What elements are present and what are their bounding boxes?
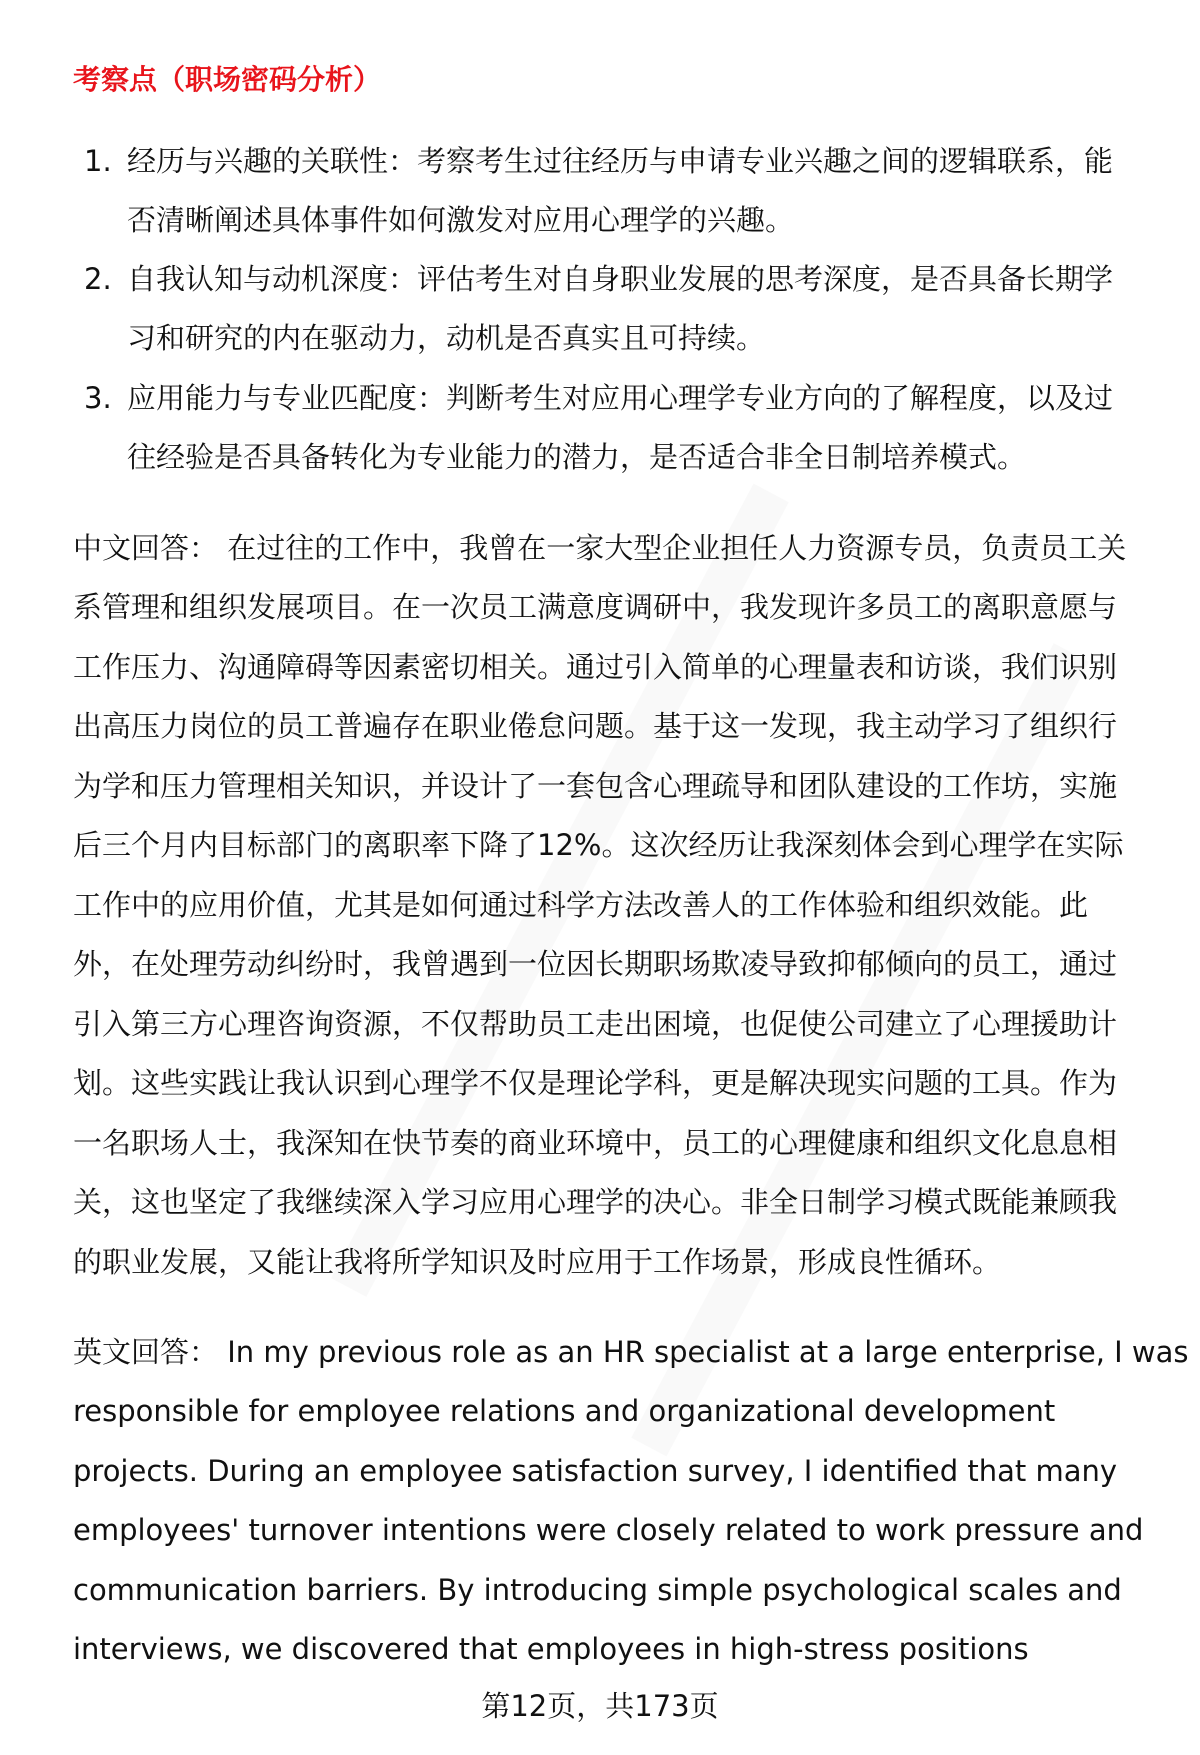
paragraph-line: 系管理和组织发展项目。在一次员工满意度调研中，我发现许多员工的离职意愿与 xyxy=(73,590,1118,624)
list-item-line: 经历与兴趣的关联性：考察考生过往经历与申请专业兴趣之间的逻辑联系，能 xyxy=(127,144,1114,178)
list-item-line: 习和研究的内在驱动力，动机是否真实且可持续。 xyxy=(127,321,766,355)
paragraph-line: projects. During an employee satisfaction survey, I identified that many xyxy=(73,1454,1118,1488)
paragraph-line: 英文回答： In my previous role as an HR specialist at a large enterprise, I was xyxy=(73,1335,1189,1369)
paragraph-line: 一名职场人士，我深知在快节奏的商业环境中，员工的心理健康和组织文化息息相 xyxy=(73,1126,1118,1160)
paragraph-line: interviews, we discovered that employees in high-stress positions xyxy=(73,1632,1029,1666)
paragraph-line: 的职业发展，又能让我将所学知识及时应用于工作场景，形成良性循环。 xyxy=(73,1245,1002,1279)
list-item-line: 应用能力与专业匹配度：判断考生对应用心理学专业方向的了解程度，以及过 xyxy=(127,381,1114,415)
paragraph-line: 工作中的应用价值，尤其是如何通过科学方法改善人的工作体验和组织效能。此 xyxy=(73,888,1089,922)
list-item-line: 否清晰阐述具体事件如何激发对应用心理学的兴趣。 xyxy=(127,203,795,237)
list-number: 2. xyxy=(84,262,112,296)
paragraph-line: 中文回答： 在过往的工作中，我曾在一家大型企业担任人力资源专员，负责员工关 xyxy=(73,531,1127,565)
paragraph-line: 工作压力、沟通障碍等因素密切相关。通过引入简单的心理量表和访谈，我们识别 xyxy=(73,650,1118,684)
paragraph-line: employees' turnover intentions were closely related to work pressure and xyxy=(73,1513,1144,1547)
paragraph-line: communication barriers. By introducing simple psychological scales and xyxy=(73,1573,1122,1607)
paragraph-line: 后三个月内目标部门的离职率下降了12%。这次经历让我深刻体会到心理学在实际 xyxy=(73,828,1124,862)
paragraph-line: 为学和压力管理相关知识，并设计了一套包含心理疏导和团队建设的工作坊，实施 xyxy=(73,769,1118,803)
list-item-line: 自我认知与动机深度：评估考生对自身职业发展的思考深度，是否具备长期学 xyxy=(127,262,1114,296)
paragraph-line: responsible for employee relations and organizational development xyxy=(73,1394,1056,1428)
list-number: 3. xyxy=(84,381,112,415)
section-title: 考察点（职场密码分析） xyxy=(73,63,382,96)
paragraph-line: 外，在处理劳动纠纷时，我曾遇到一位因长期职场欺凌导致抑郁倾向的员工，通过 xyxy=(73,947,1118,981)
paragraph-line: 引入第三方心理咨询资源，不仅帮助员工走出困境，也促使公司建立了心理援助计 xyxy=(73,1007,1118,1041)
paragraph-line: 关，这也坚定了我继续深入学习应用心理学的决心。非全日制学习模式既能兼顾我 xyxy=(73,1185,1118,1219)
paragraph-line: 划。这些实践让我认识到心理学不仅是理论学科，更是解决现实问题的工具。作为 xyxy=(73,1066,1118,1100)
list-number: 1. xyxy=(84,144,112,178)
paragraph-line: 出高压力岗位的员工普遍存在职业倦怠问题。基于这一发现，我主动学习了组织行 xyxy=(73,709,1118,743)
page-number: 第12页，共173页 xyxy=(481,1689,719,1723)
list-item-line: 往经验是否具备转化为专业能力的潜力，是否适合非全日制培养模式。 xyxy=(127,440,1027,474)
